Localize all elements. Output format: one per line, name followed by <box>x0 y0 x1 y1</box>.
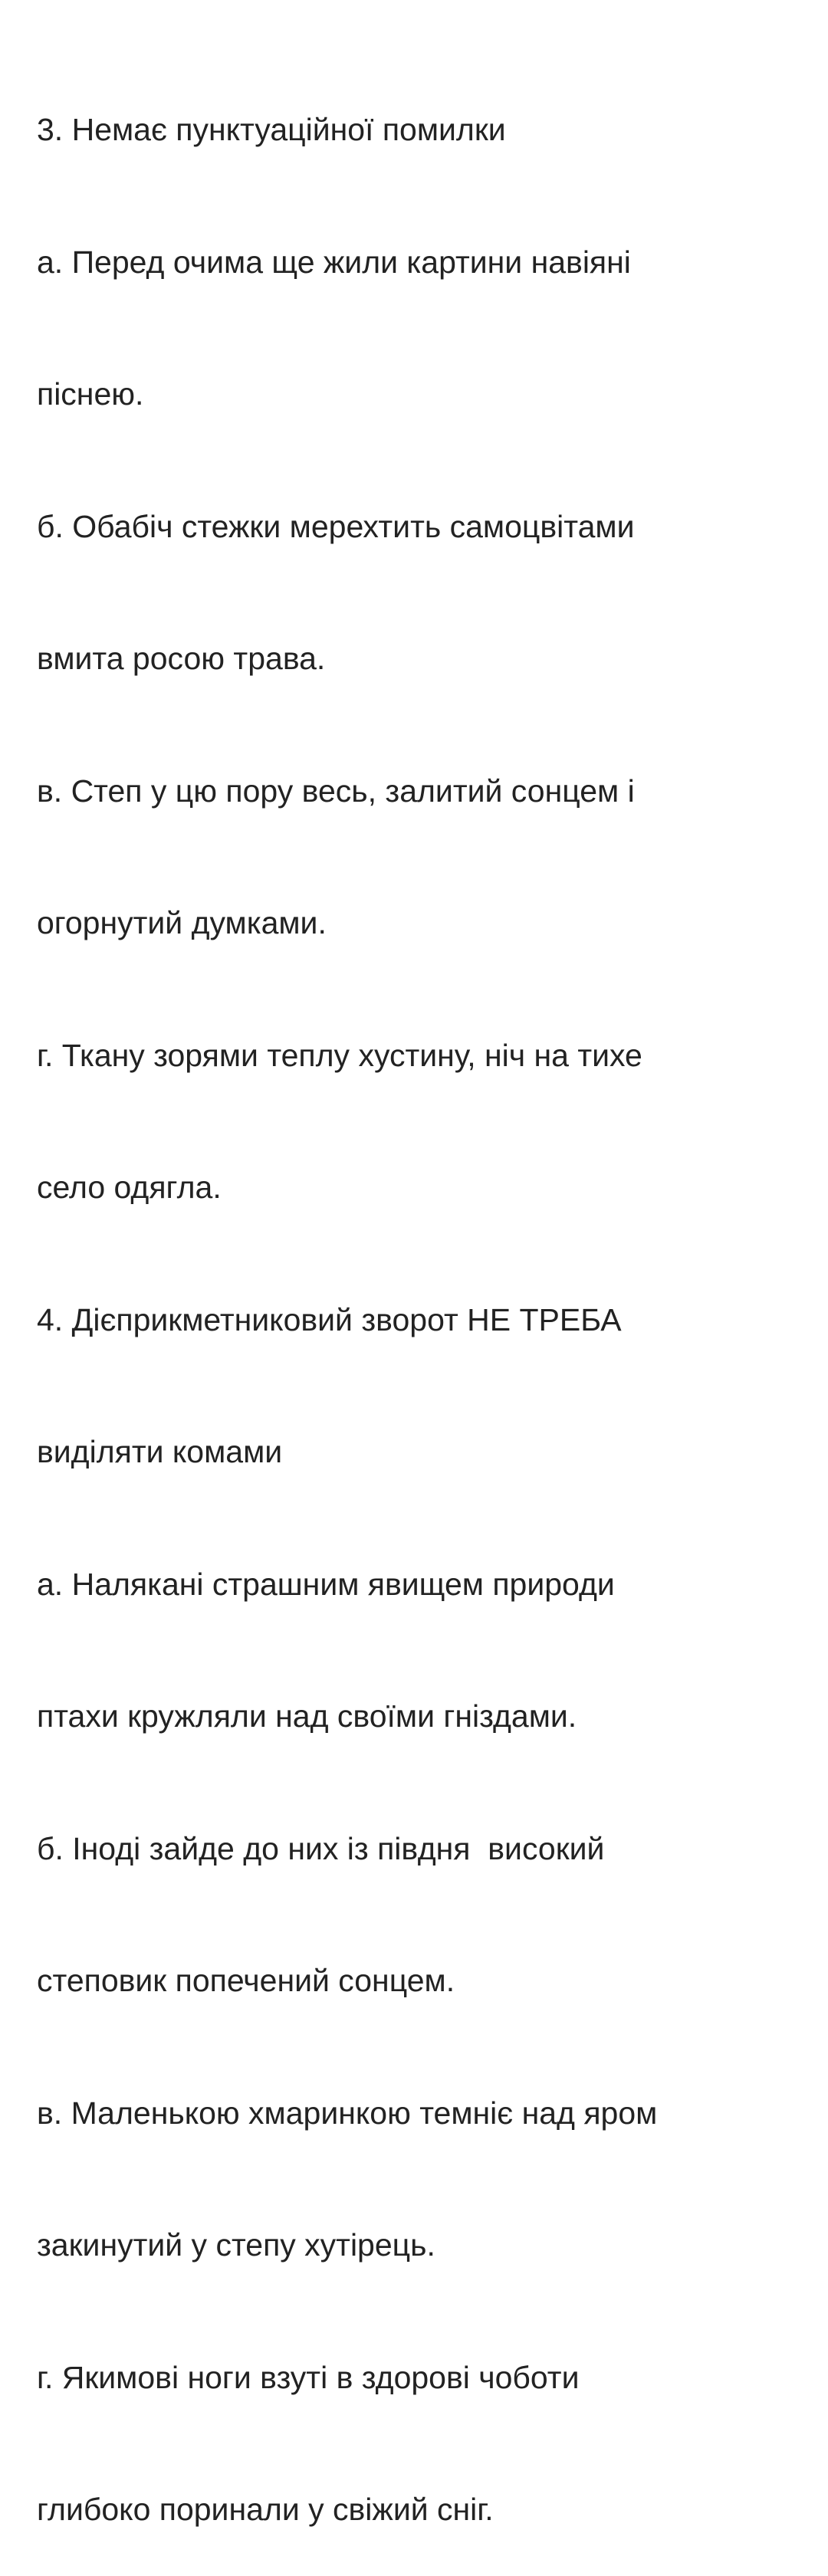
question-4-option-a-line-1: а. Налякані страшним явищем природи <box>37 1566 615 1602</box>
question-4-option-d-line-2: глибоко поринали у свіжий сніг. <box>37 2492 494 2527</box>
question-3-title: 3. Немає пунктуаційної помилки <box>37 112 506 147</box>
question-3-option-c-line-1: в. Степ у цю пору весь, залитий сонцем і <box>37 773 635 809</box>
question-3-option-c-line-2: огорнутий думками. <box>37 905 327 940</box>
question-3-option-b-line-2: вмита росою трава. <box>37 641 326 676</box>
question-4-option-c-line-2: закинутий у степу хутірець. <box>37 2227 435 2263</box>
question-4-option-b-line-1: б. Іноді зайде до них із півдня високий <box>37 1830 605 1866</box>
question-4-option-a-line-2: птахи кружляли над своїми гніздами. <box>37 1698 577 1734</box>
document-text <box>37 20 811 2576</box>
question-4-option-d-line-1: г. Якимові ноги взуті в здорові чоботи <box>37 2359 580 2395</box>
question-4-title-line-1: 4. Дієприкметниковий зворот НЕ ТРЕБА <box>37 1301 622 1337</box>
question-4-title-line-2: виділяти комами <box>37 1434 283 1469</box>
question-3-option-b-line-1: б. Обабіч стежки мерехтить самоцвітами <box>37 508 635 544</box>
question-3-option-d-line-2: село одягла. <box>37 1170 222 1205</box>
question-3-option-a-line-1: а. Перед очима ще жили картини навіяні <box>37 244 631 280</box>
question-3-option-d-line-1: г. Ткану зорями теплу хустину, ніч на тихе <box>37 1037 642 1073</box>
question-4-option-c-line-1: в. Маленькою хмаринкою темніє над яром <box>37 2095 658 2131</box>
question-4-option-b-line-2: степовик попечений сонцем. <box>37 1963 455 1998</box>
question-3-option-a-line-2: піснею. <box>37 376 144 412</box>
